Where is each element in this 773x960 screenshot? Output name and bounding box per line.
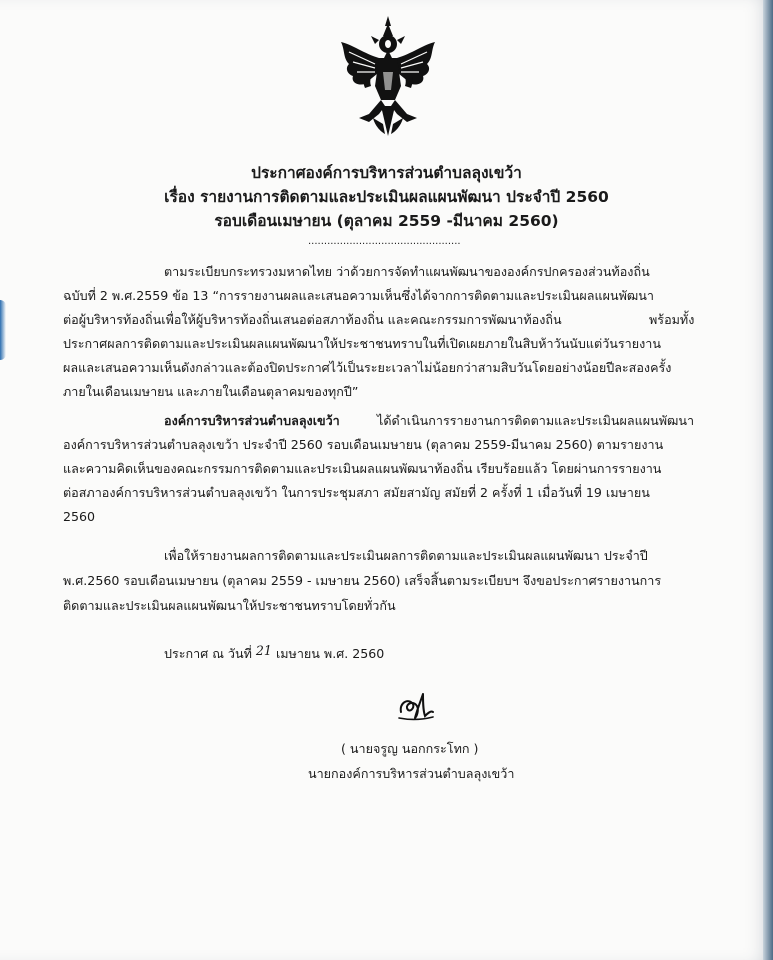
- handwritten-signature-icon: [393, 690, 437, 724]
- paragraph-3-line-2: พ.ศ.2560 รอบเดือนเมษายน (ตุลาคม 2559 - เมษายน 2560) เสร็จสิ้นตามระเบียบฯ จึงขอประกาศรายงานการ: [63, 573, 662, 588]
- paragraph-1-line-2: ฉบับที่ 2 พ.ศ.2559 ข้อ 13 “การรายงานผลและเสนอความเห็นซึ่งได้จากการติดตามและประเมินผลแผนพัฒนา: [63, 288, 654, 303]
- paragraph-2-line-4: ต่อสภาองค์การบริหารส่วนตำบลลุงเขว้า ในการประชุมสภา สมัยสามัญ สมัยที่ 2 ครั้งที่ 1 เมื่อวันที่ 19 เมษายน: [63, 485, 650, 500]
- paragraph-1-line-1: ตามระเบียบกระทรวงมหาดไทย ว่าด้วยการจัดทำแผนพัฒนาขององค์กรปกครองส่วนท้องถิ่น: [164, 264, 650, 279]
- paragraph-2-lead: องค์การบริหารส่วนตำบลลุงเขว้า: [164, 413, 340, 428]
- paragraph-3-line-1: เพื่อให้รายงานผลการติดตามและประเมินผลการติดตามและประเมินผลแผนพัฒนา ประจำปี: [164, 548, 648, 563]
- binder-clip-mark: [0, 300, 6, 360]
- paragraph-2-line-1: ได้ดำเนินการรายงานการติดตามและประเมินผลแผนพัฒนา: [377, 413, 695, 428]
- paragraph-1-line-3-end: พร้อมทั้ง: [649, 312, 695, 327]
- report-period: รอบเดือนเมษายน (ตุลาคม 2559 -มีนาคม 2560): [214, 212, 559, 230]
- paragraph-2-line-3: และความคิดเห็นของคณะกรรมการติดตามและประเมินผลแผนพัฒนาท้องถิ่น เรียบร้อยแล้ว โดยผ่านการรายงาน: [63, 461, 662, 476]
- paragraph-1-line-5: ผลและเสนอความเห็นดังกล่าวและต้องปิดประกาศไว้เป็นระยะเวลาไม่น้อยกว่าสามสิบวันโดยอย่างน้อยปีละสองครั้ง: [63, 360, 672, 375]
- paragraph-1-line-6: ภายในเดือนเมษายน และภายในเดือนตุลาคมของทุกปี”: [63, 384, 359, 399]
- paragraph-2-line-2: องค์การบริหารส่วนตำบลลุงเขว้า ประจำปี 2560 รอบเดือนเมษายน (ตุลาคม 2559-มีนาคม 2560) ตามรายงาน: [63, 437, 664, 452]
- paragraph-1-line-3: ต่อผู้บริหารท้องถิ่นเพื่อให้ผู้บริหารท้องถิ่นเสนอต่อสภาท้องถิ่น และคณะกรรมการพัฒนาท้องถิ่น: [63, 312, 562, 327]
- paragraph-1-line-4: ประกาศผลการติดตามและประเมินผลแผนพัฒนาให้ประชาชนทราบในที่เปิดเผยภายในสิบห้าวันนับแต่วันรายงาน: [63, 336, 661, 351]
- page-edge-shadow: [763, 0, 773, 960]
- document-subject: เรื่อง รายงานการติดตามและประเมินผลแผนพัฒนา ประจำปี 2560: [164, 188, 609, 206]
- announcement-date: [164, 645, 384, 663]
- announcement-prefix: ประกาศ ณ วันที่: [164, 646, 252, 661]
- garuda-emblem-icon: [335, 14, 441, 138]
- signatory-position: นายกองค์การบริหารส่วนตำบลลุงเขว้า: [308, 766, 515, 781]
- title-divider: ................................................: [308, 236, 461, 247]
- paragraph-3-line-3: ติดตามและประเมินผลแผนพัฒนาให้ประชาชนทราบโดยทั่วกัน: [63, 598, 396, 613]
- announcement-day: 21: [255, 643, 272, 658]
- signatory-name: ( นายจรูญ นอกกระโทก ): [341, 741, 479, 756]
- page-title: ประกาศองค์การบริหารส่วนตำบลลุงเขว้า: [251, 164, 522, 182]
- announcement-suffix: เมษายน พ.ศ. 2560: [275, 646, 385, 661]
- paragraph-2-line-5: 2560: [63, 509, 96, 524]
